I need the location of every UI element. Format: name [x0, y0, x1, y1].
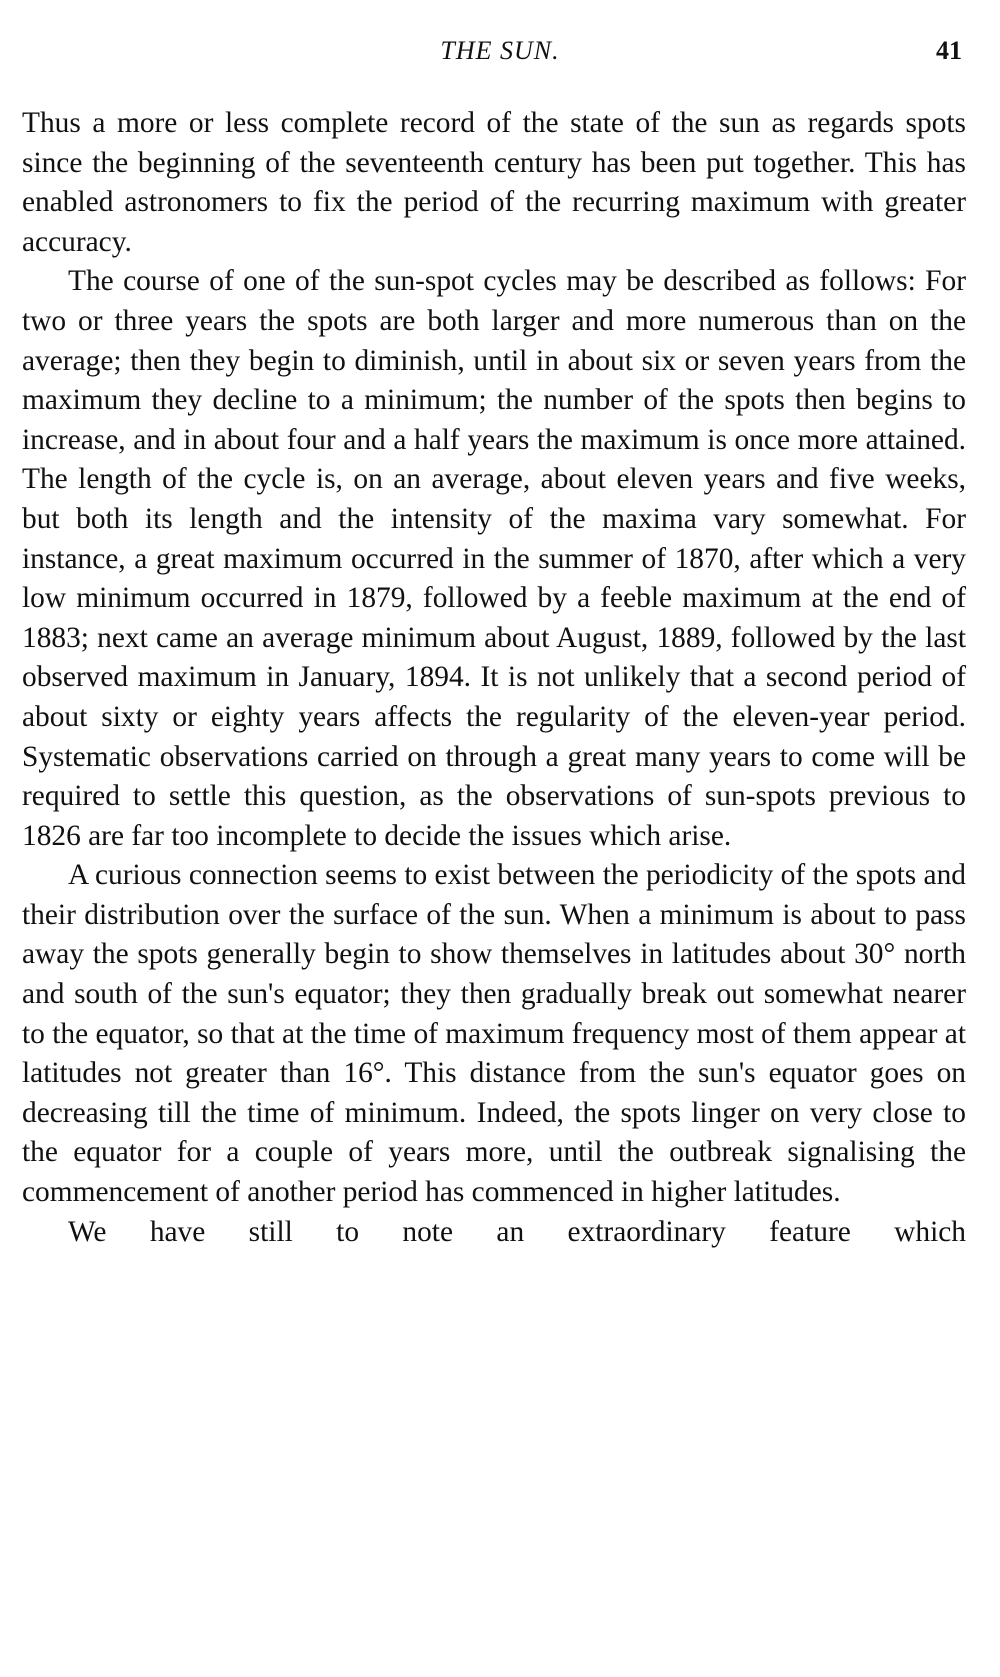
running-title: THE SUN. [440, 36, 560, 65]
body-text [22, 104, 966, 1252]
running-head [0, 36, 1000, 76]
paragraph-spot-distribution: A curious connection seems to exist between the periodicity of the spots and their distribution over the surface of the sun. When a minimum is about to pass away the spots generally begin to show themselves in latitudes about 30° north and south of the sun's equator; they then gradually break out somewhat nearer to the equator, so that at the time of maximum frequency most of them appear at latitudes not greater than 16°. This distance from the sun's equator goes on decreasing till the time of minimum. Indeed, the spots linger on very close to the equator for a couple of years more, until the outbreak signalising the commencement of another period has commenced in higher latitudes. [22, 859, 966, 1209]
page-number: 41 [936, 36, 962, 65]
paragraph-record-continuation: Thus a more or less complete record of the state of the sun as regards spots since the beginning of the seventeenth century has been put together. This has enabled astronomers to fix the period of the recurring maximum with greater accuracy. [22, 107, 966, 258]
paragraph-extraordinary-feature: We have still to note an extraordinary feature which [68, 1215, 966, 1248]
paragraph-sun-spot-cycle: The course of one of the sun-spot cycles may be described as follows: For two or three years the spots are both larger and more numerous than on the average; then they begin to diminish, until in about six or seven years from the maximum they decline to a minimum; the number of the spots then begins to increase, and in about four and a half years the maximum is once more attained. The length of the cycle is, on an average, about eleven years and five weeks, but both its length and the intensity of the maxima vary somewhat. For instance, a great maximum occurred in the summer of 1870, after which a very low minimum occurred in 1879, followed by a feeble maximum at the end of 1883; next came an average minimum about August, 1889, followed by the last observed maximum in January, 1894. It is not unlikely that a second period of about sixty or eighty years affects the regularity of the eleven-year period. Systematic observations carried on through a great many years to come will be required to settle this question, as the observations of sun-spots previous to 1826 are far too incomplete to decide the issues which arise. [22, 265, 966, 852]
